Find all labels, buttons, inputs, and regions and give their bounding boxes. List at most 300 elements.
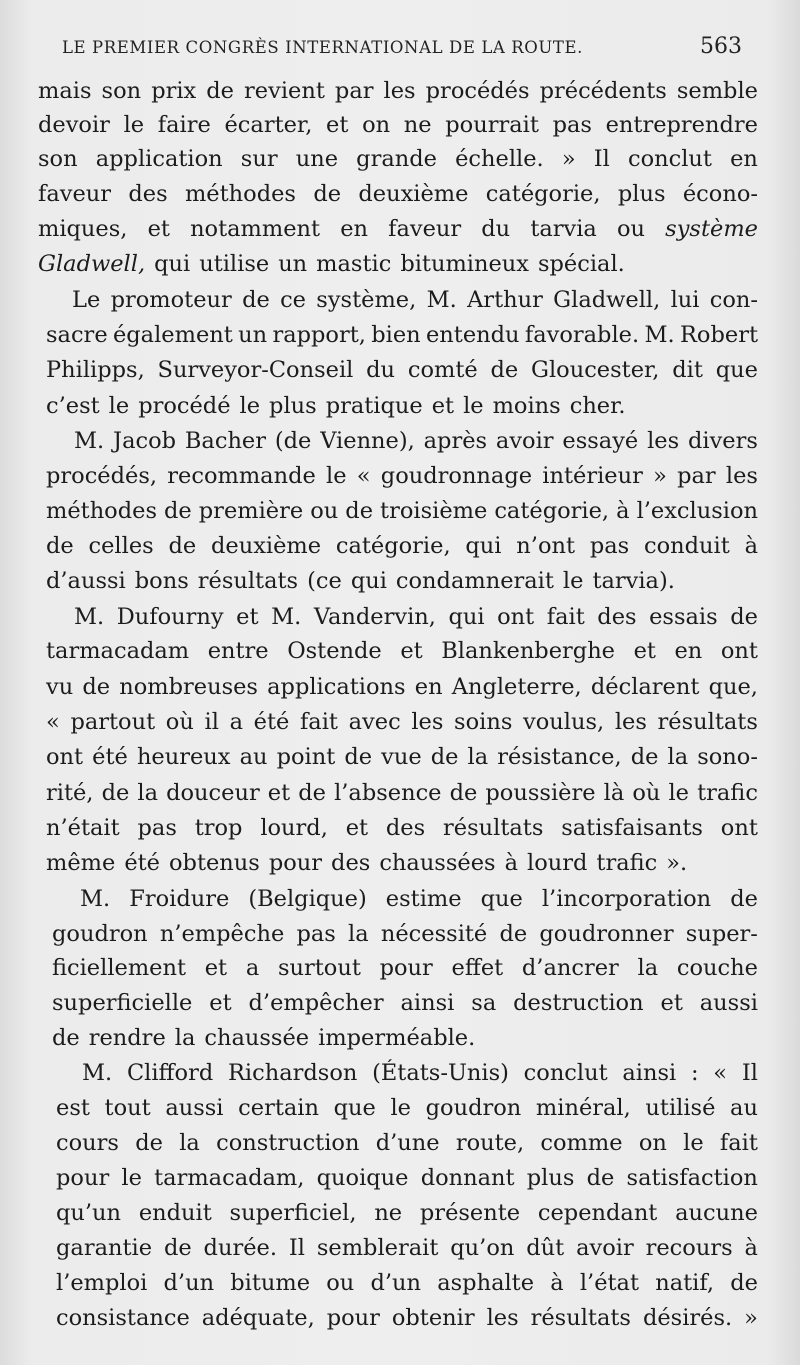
word: prix [151,78,197,104]
word: Arthur [467,287,543,313]
word: déclarent [590,674,700,700]
word: chaussée [204,1025,310,1051]
word: que [333,1095,376,1121]
word: de [242,287,270,313]
word: résultats [443,815,544,841]
word: résultats [530,1305,631,1331]
word: chaussées [379,850,496,876]
word: procédé [138,393,231,419]
word: Clifford [126,1060,214,1086]
word: divers [688,428,758,454]
word: conclut [628,146,712,172]
word: et [633,638,656,664]
word: catégorie, [485,181,601,207]
word: pas [296,921,336,947]
word: n’ont [516,533,576,559]
word: con- [709,287,758,313]
text-line [52,986,758,1020]
word: de [163,1235,192,1261]
text-line [52,917,758,951]
word: première [198,498,304,524]
word: cher. [569,393,626,419]
text-line [38,74,758,108]
text-line [38,212,758,246]
word: de [490,357,519,383]
word: après [423,428,488,454]
word: la [137,780,158,806]
word: par [334,78,374,104]
word: Il [741,1060,758,1086]
word: » [561,146,576,172]
text-line [46,564,758,598]
word: fait [719,1130,758,1156]
text-line [82,1056,758,1090]
word: consistance [56,1305,190,1331]
word: M. [426,287,457,313]
word: Robert [679,322,758,348]
word: de [82,674,111,700]
word: sacre [46,322,108,348]
word: ainsi [622,1060,677,1086]
word: son [101,78,142,104]
text-line [72,283,758,317]
word: la [667,744,689,770]
word: ou [326,1270,355,1296]
word: imperméable. [318,1025,476,1051]
word: été [92,744,128,770]
word: bitumineux [400,251,529,277]
word: et [209,990,232,1016]
word: superficiel, [229,1200,357,1226]
word: fait [546,604,585,630]
word: l’état [579,1270,640,1296]
word: de [164,498,192,524]
word: Il [593,146,610,172]
word: en [340,216,369,242]
word: le [326,463,347,489]
word: Il [288,1235,305,1261]
word: » [653,463,667,489]
word: à [744,1235,758,1261]
word: tarmacadam [46,638,190,664]
text-line [52,1021,758,1055]
word: entreprendre [605,112,758,138]
word: semble [676,78,758,104]
word: soins [454,709,513,735]
word: aucune [675,1200,758,1226]
word: n’empêche [159,921,285,947]
word: de [101,780,130,806]
word: le [390,1095,411,1121]
word: ont [720,638,758,664]
word: le [121,1165,142,1191]
word: durée. [203,1235,277,1261]
word: d’un [163,1270,215,1296]
text-line [46,318,758,352]
word: de [313,181,342,207]
word: sono- [697,744,758,770]
text-line [56,1266,758,1300]
word: ce [280,287,306,313]
word: ne [374,1200,403,1226]
word: « [46,709,60,735]
text-line [46,846,758,880]
word: ont [720,815,758,841]
word: M. [74,428,105,454]
word: on [638,1130,667,1156]
text-line [46,494,758,528]
word: les [725,463,758,489]
text-line [38,247,758,281]
word: système, [316,287,417,313]
word: sa [471,990,497,1016]
word: garantie [56,1235,153,1261]
word: super- [685,921,758,947]
word: revient [244,78,325,104]
word: l’exclusion [636,498,758,524]
word: plus [269,393,317,419]
word: moins [492,393,561,419]
word: goudronner [539,921,674,947]
word: effet [451,955,504,981]
word: du [481,216,511,242]
word: et [400,638,423,664]
word: miques, [38,216,128,242]
text-line [56,1091,758,1125]
word: une [295,146,339,172]
word: c’est [46,393,100,419]
word: en [674,638,703,664]
word: d’une [375,1130,440,1156]
word: rendre [88,1025,166,1051]
word: pour [326,1305,380,1331]
word: Gladwell, [38,251,146,277]
text-line [74,424,758,458]
text-line [38,177,758,211]
word: de [52,1025,80,1051]
word: faveur [388,216,462,242]
word: n’était [46,815,120,841]
word: troisième [380,498,488,524]
word: utilisé [645,1095,716,1121]
word: ont [497,604,535,630]
word: bitume [230,1270,311,1296]
word: cependant [537,1200,658,1226]
word: un [238,322,268,348]
text-line [46,811,758,845]
word: mastic [316,251,392,277]
word: l’incorporation [541,886,712,912]
word: destruction [513,990,644,1016]
word: et [236,604,259,630]
word: pas [137,815,177,841]
word: procédés, [46,463,158,489]
word: d’empêcher [248,990,384,1016]
word: pour [379,955,433,981]
text-line [46,705,758,739]
word: qui [154,251,191,277]
word: à [744,533,758,559]
word: catégorie, [494,498,610,524]
word: là [603,780,625,806]
word: poussière [485,780,596,806]
word: (États-Unis) [372,1060,509,1086]
word: est [56,1095,90,1121]
text-line [46,389,758,423]
word: de [298,780,326,806]
word: entendu [425,322,520,348]
word: et [345,815,369,841]
word: le [239,393,261,419]
text-line [46,776,758,810]
word: la [467,744,489,770]
text-line [46,459,758,493]
word: Surveyor-Conseil [157,357,354,383]
word: faire [157,112,211,138]
word: la [179,1130,200,1156]
word: tarmacadam, [154,1165,305,1191]
word: dût [526,1235,565,1261]
word: recours [645,1235,733,1261]
word: ainsi [400,990,455,1016]
text-line [56,1196,758,1230]
word: plus [617,181,666,207]
word: partout [70,709,156,735]
word: application [95,146,223,172]
word: également [112,322,233,348]
text-line [56,1126,758,1160]
text-line [46,670,758,704]
word: couche [676,955,758,981]
word: route, [455,1130,525,1156]
text-line [46,529,758,563]
word: trafic [697,780,758,806]
word: quoique [316,1165,409,1191]
word: résultats [197,568,299,594]
word: pas [552,112,592,138]
word: a [245,955,260,981]
word: Ostende [287,638,382,664]
running-title: LE PREMIER CONGRÈS INTERNATIONAL DE LA ROUTE. [62,38,584,57]
word: on [362,112,391,138]
word: Vienne), [320,428,415,454]
word: Blankenberghe [441,638,615,664]
word: rapport, [272,322,366,348]
word: ficiellement [52,955,187,981]
word: construction [216,1130,360,1156]
word: ou [310,498,339,524]
word: même [46,850,116,876]
word: les [411,709,444,735]
word: entre [207,638,269,664]
word: M. [82,1060,113,1086]
word: utilise [199,251,270,277]
word: M. [644,322,675,348]
word: goudronnage [380,463,533,489]
word: de [730,604,758,630]
word: pour [56,1165,110,1191]
word: résultats [657,709,758,735]
word: par [677,463,716,489]
word: natif, [655,1270,715,1296]
word: nombreuses [119,674,258,700]
word: adéquate, [201,1305,315,1331]
word: les [486,1305,519,1331]
word: les [614,709,647,735]
word: la [174,1025,196,1051]
word: « [713,1060,728,1086]
word: aussi [699,990,758,1016]
word: de [430,744,459,770]
word: superficielle [52,990,193,1016]
word: lourd, [260,815,328,841]
word: le [123,112,145,138]
word: ». [666,850,688,876]
word: dit [672,357,703,383]
word: la [637,955,659,981]
word: des [331,850,371,876]
word: tout [104,1095,151,1121]
word: résistance, [497,744,622,770]
word: avec [348,709,401,735]
word: rité, [46,780,94,806]
word: de [449,780,478,806]
word: (ce [307,568,342,594]
word: été [253,709,290,735]
word: (de [274,428,312,454]
word: à [616,498,630,524]
word: que [480,886,523,912]
word: Gloucester, [531,357,660,383]
word: » [744,1305,758,1331]
word: l’emploi [56,1270,148,1296]
word: Bacher [184,428,267,454]
word: bien [371,322,421,348]
word: cours [56,1130,119,1156]
word: le [668,780,689,806]
word: nécessité [380,921,488,947]
word: satisfaction [626,1165,758,1191]
word: goudron [52,921,148,947]
text-line [56,1231,758,1265]
word: applications [267,674,406,700]
word: et [267,780,291,806]
word: Vandervin, [313,604,436,630]
word: (Belgique) [248,886,367,912]
word: précédents [539,78,667,104]
word: asphalte [437,1270,535,1296]
word: au [239,744,268,770]
word: comté [407,357,478,383]
word: de [344,744,373,770]
word: à [550,1270,564,1296]
word: semblerait [316,1235,439,1261]
word: de [345,498,374,524]
word: de [168,533,197,559]
word: trop [194,815,243,841]
word: fait [299,709,338,735]
word: avoir [576,1235,634,1261]
word: voulus, [523,709,605,735]
word: le [463,393,484,419]
word: sur [240,146,278,172]
word: M. [271,604,302,630]
word: notamment [190,216,321,242]
word: « [356,463,371,489]
word: les [647,428,680,454]
word: système [665,216,758,242]
word: spécial. [537,251,625,277]
word: les [383,78,416,104]
word: de [630,744,659,770]
word: M. [74,604,105,630]
word: celles [88,533,154,559]
word: pourrait [445,112,539,138]
word: où [632,780,661,806]
word: conduit [644,533,730,559]
word: désirés. [642,1305,733,1331]
text-line [80,882,758,916]
word: trafic [596,850,658,876]
word: estime [385,886,462,912]
word: et [204,955,228,981]
word: et [147,216,170,242]
word: présente [419,1200,521,1226]
word: M. [80,886,111,912]
word: méthodes [184,181,296,207]
word: et [431,393,455,419]
word: qui [465,533,502,559]
word: qui [350,568,387,594]
word: comme [540,1130,623,1156]
word: la [348,921,369,947]
word: aussi [165,1095,224,1121]
word: minéral, [535,1095,631,1121]
word: conclut [523,1060,608,1086]
word: ou [616,216,646,242]
word: des [597,604,637,630]
word: avoir [495,428,554,454]
word: en [730,146,758,172]
word: Dufourny [116,604,224,630]
word: il [204,709,219,735]
word: d’un [370,1270,422,1296]
word: Philipps, [46,357,145,383]
word: méthodes [46,498,157,524]
running-header [62,34,742,64]
word: lourd [527,850,588,876]
word: des [128,181,168,207]
text-line [56,1161,758,1195]
word: goudron [425,1095,522,1121]
word: le [683,1130,704,1156]
text-line [38,142,758,176]
word: favorable. [524,322,640,348]
word: du [366,357,396,383]
text-line [52,951,758,985]
word: d’aussi [46,568,126,594]
word: procédés [425,78,530,104]
word: un [278,251,308,277]
word: d’ancrer [521,955,619,981]
word: obtenus [169,850,260,876]
word: été [124,850,160,876]
word: bons [134,568,189,594]
text-line [74,600,758,634]
word: son [38,146,78,172]
word: tarvia). [592,568,675,594]
word: vue [381,744,422,770]
